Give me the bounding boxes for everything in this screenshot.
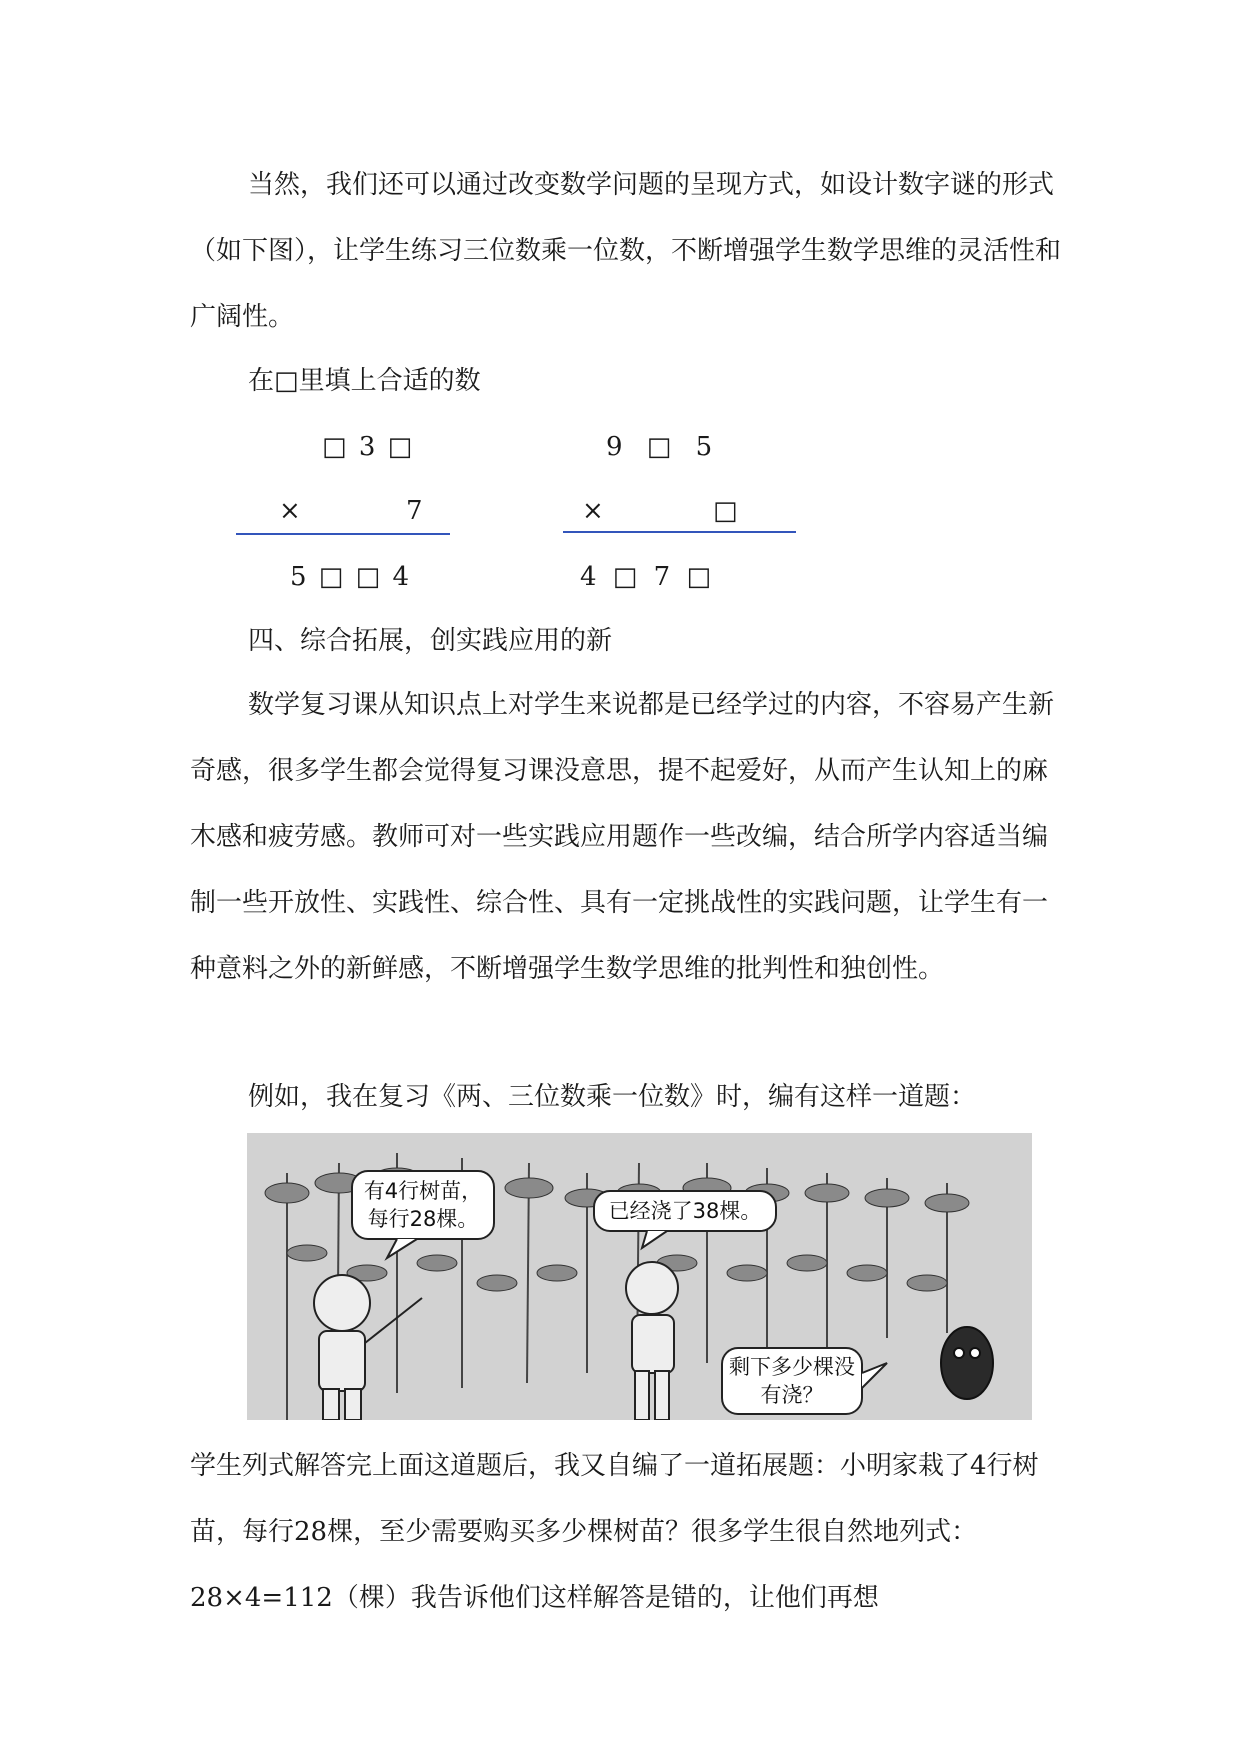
speech-bubble-girl: 已经浇了38棵。 <box>608 1199 762 1223</box>
puzzle2-top: 9 □ 5 <box>606 432 713 462</box>
puzzle-instruction: 在□里填上合适的数 <box>248 366 481 396</box>
speech-bubble-eggplant: 剩下多少棵没有浇？ <box>729 1355 855 1407</box>
paragraph-example: 例如，我在复习《两、三位数乘一位数》时，编有这样一道题： <box>248 1082 977 1112</box>
puzzle2-multiplier: □ <box>713 496 738 526</box>
paragraph-intro: 当然，我们还可以通过改变数学问题的呈现方式，如设计数字谜的形式（如下图），让学生练习三位数乘一位数，不断增强学生数学思维的灵活性和广阔性。 <box>190 170 1062 332</box>
puzzle2-result: 4 □ 7 □ <box>580 562 712 592</box>
puzzle1-result: 5 □ □ 4 <box>290 562 410 592</box>
puzzle1-multiplier: 7 <box>406 496 423 526</box>
puzzle1-top: □ 3 □ <box>322 432 413 462</box>
puzzle2-operator: × <box>582 496 604 526</box>
section-heading: 四、综合拓展，创实践应用的新 <box>248 626 613 656</box>
puzzle1-rule <box>236 533 450 535</box>
paragraph-review: 数学复习课从知识点上对学生来说都是已经学过的内容，不容易产生新奇感，很多学生都会觉得复习课没意思，提不起爱好，从而产生认知上的麻木感和疲劳感。教师可对一些实践应用题作一些改编，结合所学内容适当编制一些开放性、实践性、综合性、具有一定挑战性的实践问题，让学生有一种意料之外的新鲜感，不断增强学生数学思维的批判性和独创性。 <box>190 690 1055 984</box>
speech-bubble-boy: 有4行树苗，每行28棵。 <box>363 1179 483 1231</box>
paragraph-extension: 学生列式解答完上面这道题后，我又自编了一道拓展题：小明家栽了4行树苗，每行28棵，至少需要购买多少棵树苗？很多学生很自然地列式：28×4=112（棵）我告诉他们这样解答是错的，让他们再想 <box>190 1451 1039 1613</box>
puzzle1-operator: × <box>279 496 301 526</box>
illustration-seedlings <box>247 1133 1032 1420</box>
puzzle2-rule <box>563 531 796 533</box>
